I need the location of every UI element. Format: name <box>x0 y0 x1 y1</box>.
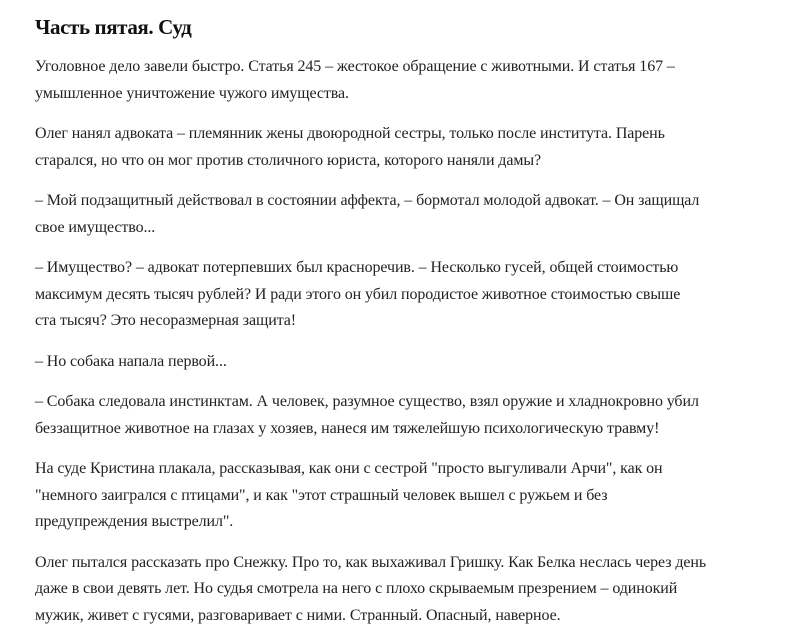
paragraph: Уголовное дело завели быстро. Статья 245 – жестокое обращение с животными. И статья 167 – умышленное уничтожение чужого имущества. <box>35 58 675 102</box>
paragraph: – Мой подзащитный действовал в состоянии аффекта, – бормотал молодой адвокат. – Он защищал свое имущество... <box>35 192 700 236</box>
paragraph: Олег пытался рассказать про Снежку. Про то, как выхаживал Гришку. Как Белка неслась через день даже в свои девять лет. Но судья смотрела на него с плохо скрываемым презрением – одинокий мужик, живет с гусями, разговаривает с ними. Странный. Опасный, наверное. <box>35 553 707 624</box>
article <box>35 12 725 643</box>
article-title: Часть пятая. Суд <box>35 15 192 39</box>
paragraph: – Собака следовала инстинктам. А человек, разумное существо, взял оружие и хладнокровно убил беззащитное животное на глазах у хозяев, нанеся им тяжелейшую психологическую травму! <box>35 393 699 437</box>
paragraph: Олег нанял адвоката – племянник жены двоюродной сестры, только после института. Парень старался, но что он мог против столичного юриста, которого наняли дамы? <box>35 125 665 169</box>
paragraph: – Но собака напала первой... <box>35 352 227 370</box>
paragraph: На суде Кристина плакала, рассказывая, как они с сестрой "просто выгуливали Арчи", как он "немного заигрался с птицами", и как "этот страшный человек вышел с ружьем и без предупреждения выстрелил". <box>35 460 663 530</box>
paragraph: – Имущество? – адвокат потерпевших был красноречив. – Несколько гусей, общей стоимостью максимум десять тысяч рублей? И ради этого он убил породистое животное стоимостью свыше ста тысяч? Это несоразмерная защита! <box>35 259 681 329</box>
